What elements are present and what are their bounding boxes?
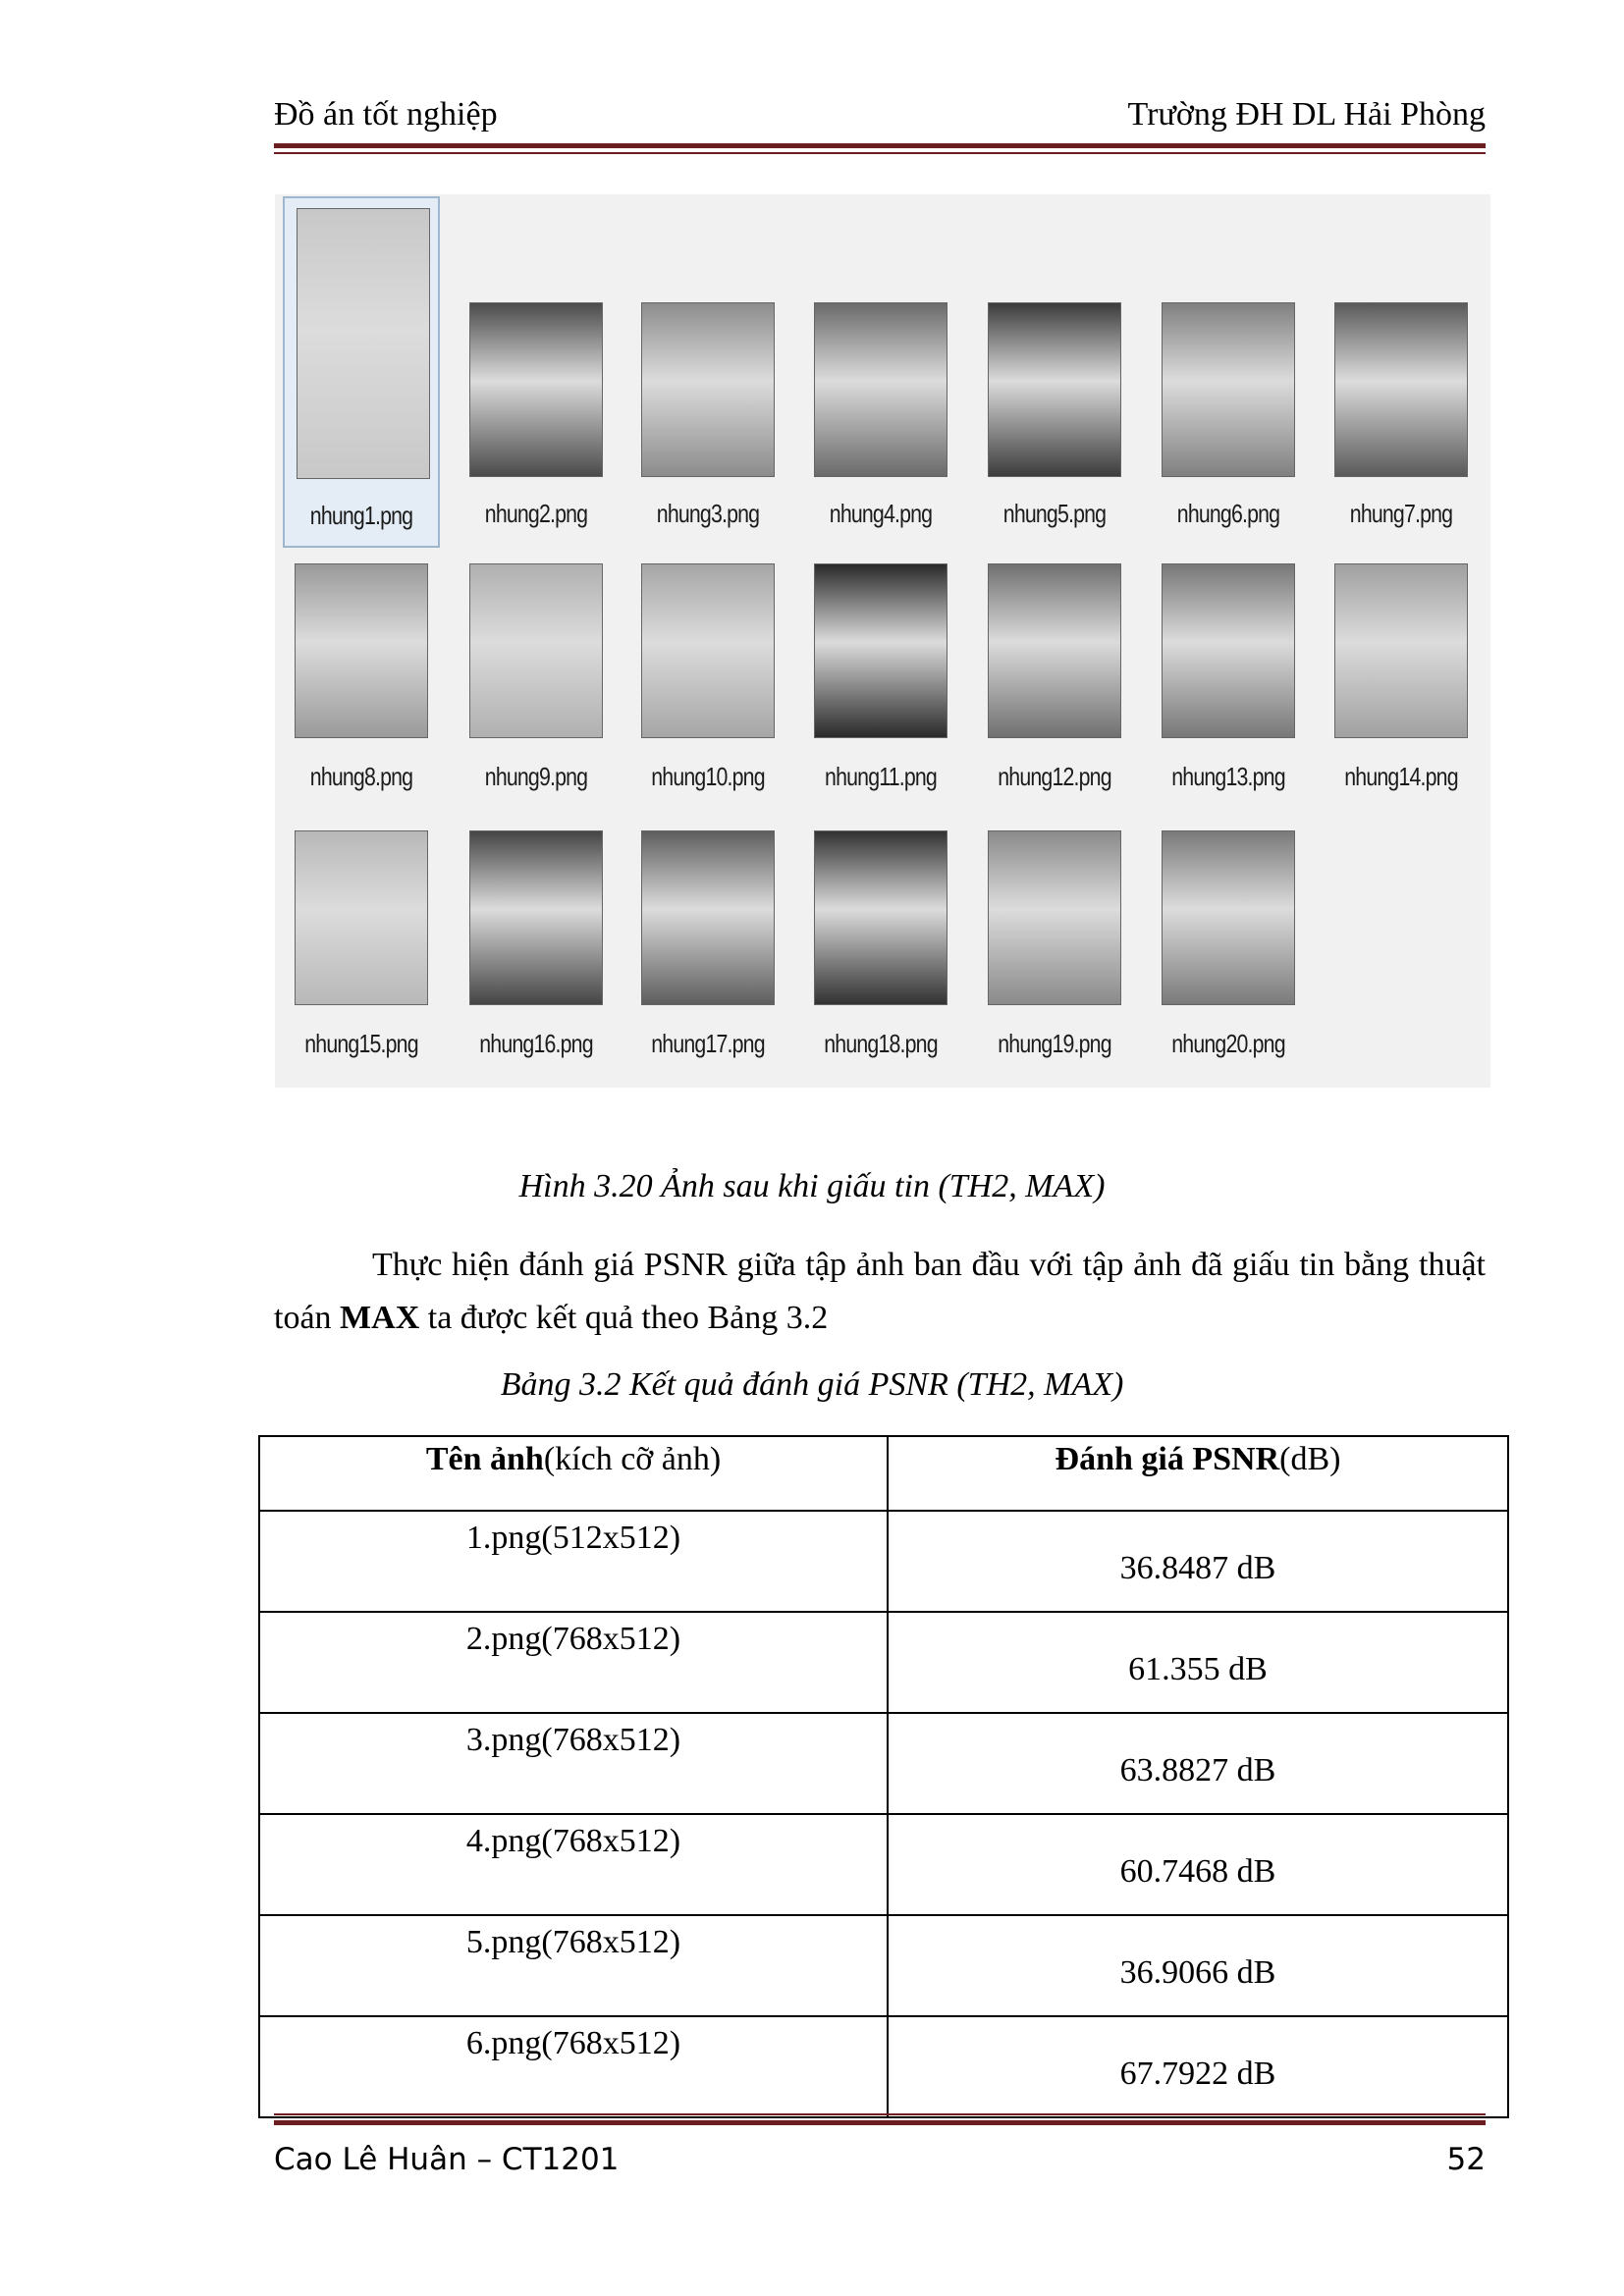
header-rule [274,143,1486,148]
thumbnail-image [814,302,947,477]
table-caption: Bảng 3.2 Kết quả đánh giá PSNR (TH2, MAX) [500,1366,1124,1403]
header-left: Đồ án tốt nghiệp [274,96,498,133]
thumbnail-image [641,302,775,477]
thumbnail-filename: nhung20.png [1171,1029,1285,1058]
thumbnail-image [1334,563,1468,738]
thumbnail-item[interactable] [1323,556,1480,811]
thumbnail-image [814,830,947,1005]
thumbnail-item[interactable] [1150,556,1307,811]
thumbnail-image [988,302,1121,477]
table-row [259,1713,1508,1814]
thumbnail-item[interactable] [458,196,615,548]
thumbnail-filename: nhung8.png [309,762,413,791]
col-header-name: Tên ảnh(kích cỡ ảnh) [259,1436,888,1511]
thumbnail-image [297,208,430,479]
thumbnail-item[interactable] [1323,196,1480,548]
thumbnail-filename: nhung13.png [1171,762,1285,791]
thumbnail-item[interactable] [283,823,440,1078]
thumbnail-item[interactable] [802,556,959,811]
image-name-cell: 2.png(768x512) [259,1612,888,1713]
thumbnail-item[interactable] [976,823,1133,1078]
figure-caption: Hình 3.20 Ảnh sau khi giấu tin (TH2, MAX) [518,1168,1106,1204]
psnr-value-cell: 36.8487 dB [888,1511,1508,1612]
thumbnail-filename: nhung7.png [1349,499,1453,528]
thumbnail-filename: nhung4.png [829,499,933,528]
footer-author: Cao Lê Huân – CT1201 [274,2142,620,2177]
thumbnail-filename: nhung1.png [309,501,413,530]
paragraph-text-2: ta được kết quả theo Bảng 3.2 [419,1300,829,1336]
thumbnail-image [1162,302,1295,477]
psnr-value-cell: 67.7922 dB [888,2016,1508,2117]
table-row [259,1814,1508,1915]
image-name-cell: 6.png(768x512) [259,2016,888,2117]
table-row [259,1915,1508,2016]
thumbnail-gallery [275,194,1490,1088]
thumbnail-item[interactable] [1150,196,1307,548]
thumbnail-item[interactable] [629,196,786,548]
thumbnail-item[interactable] [1150,823,1307,1078]
table-header-row [259,1436,1508,1511]
image-name-cell: 5.png(768x512) [259,1915,888,2016]
thumbnail-filename: nhung14.png [1344,762,1458,791]
thumbnail-filename: nhung18.png [824,1029,938,1058]
thumbnail-filename: nhung2.png [484,499,588,528]
paragraph-bold: MAX [340,1300,420,1336]
thumbnail-item[interactable] [976,556,1133,811]
thumbnail-image [988,563,1121,738]
thumbnail-filename: nhung9.png [484,762,588,791]
psnr-table [258,1435,1509,2118]
thumbnail-item[interactable] [629,556,786,811]
thumbnail-item[interactable] [283,556,440,811]
page-header [274,96,1486,139]
thumbnail-image [988,830,1121,1005]
psnr-value-cell: 36.9066 dB [888,1915,1508,2016]
psnr-value-cell: 63.8827 dB [888,1713,1508,1814]
thumbnail-image [469,563,603,738]
thumbnail-image [1162,830,1295,1005]
col-header-psnr: Đánh giá PSNR(dB) [888,1436,1508,1511]
thumbnail-filename: nhung16.png [479,1029,593,1058]
thumbnail-item[interactable] [458,556,615,811]
page-number: 52 [1446,2142,1486,2177]
thumbnail-item[interactable] [458,823,615,1078]
psnr-value-cell: 61.355 dB [888,1612,1508,1713]
thumbnail-item[interactable] [629,823,786,1078]
thumbnail-filename: nhung5.png [1002,499,1107,528]
table-row [259,1511,1508,1612]
thumbnail-filename: nhung10.png [651,762,765,791]
psnr-value-cell: 60.7468 dB [888,1814,1508,1915]
table-row [259,2016,1508,2117]
thumbnail-image [1162,563,1295,738]
body-paragraph [274,1239,1486,1345]
thumbnail-filename: nhung11.png [825,762,937,791]
header-rule-thin [274,152,1486,154]
thumbnail-filename: nhung6.png [1176,499,1280,528]
thumbnail-filename: nhung12.png [998,762,1111,791]
footer-rule-thin [274,2113,1486,2115]
thumbnail-item[interactable] [802,823,959,1078]
image-name-cell: 4.png(768x512) [259,1814,888,1915]
thumbnail-filename: nhung17.png [651,1029,765,1058]
page-footer [274,2142,1486,2185]
thumbnail-filename: nhung15.png [304,1029,418,1058]
thumbnail-item[interactable] [802,196,959,548]
thumbnail-image [814,563,947,738]
thumbnail-image [469,830,603,1005]
paragraph-text-1: Thực hiện đánh giá PSNR giữa tập ảnh ban đầu với tập ảnh đã giấu tin bằng thuật toán [274,1247,1486,1336]
thumbnail-image [469,302,603,477]
thumbnail-image [641,563,775,738]
thumbnail-item[interactable] [283,196,440,548]
header-right: Trường ĐH DL Hải Phòng [1127,96,1486,133]
footer-rule [274,2120,1486,2125]
image-name-cell: 1.png(512x512) [259,1511,888,1612]
thumbnail-filename: nhung19.png [998,1029,1111,1058]
table-row [259,1612,1508,1713]
thumbnail-image [1334,302,1468,477]
thumbnail-image [295,830,428,1005]
thumbnail-image [295,563,428,738]
thumbnail-filename: nhung3.png [656,499,760,528]
image-name-cell: 3.png(768x512) [259,1713,888,1814]
thumbnail-image [641,830,775,1005]
thumbnail-item[interactable] [976,196,1133,548]
